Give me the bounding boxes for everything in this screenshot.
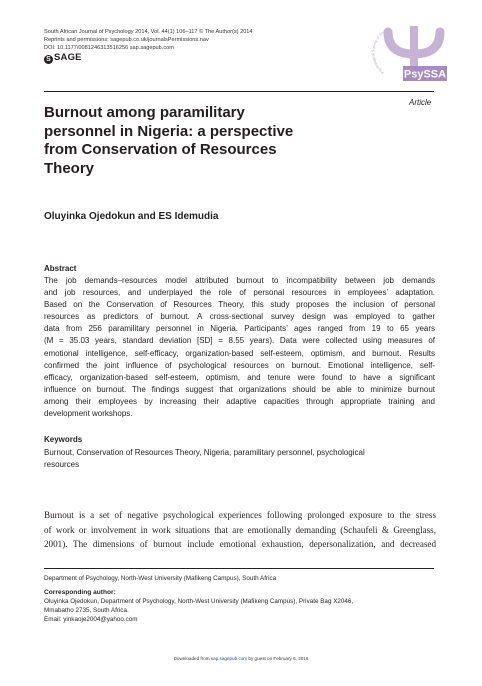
download-prefix: Downloaded from: [173, 656, 211, 661]
abstract-line: resources as predictors of burnout. A cross-sectional survey design was employed to gather: [44, 312, 435, 322]
article-title: [44, 104, 404, 178]
affiliation: Department of Psychology, North-West University (Mafikeng Campus), South Africa: [44, 575, 277, 582]
author-list: Oluyinka Ojedokun and ES Idemudia: [44, 211, 219, 222]
doi-info: DOI: 10.1177/0081246313516256 sap.sagepub.com: [44, 45, 174, 51]
abstract-heading: Abstract: [44, 264, 77, 273]
body-line: Burnout is a set of negative psychological experiences following prolonged exposure to the stress: [44, 510, 436, 520]
abstract-line: emotional intelligence, self-efficacy, organization-based self-esteem, optimism, and burnout. Results: [44, 348, 435, 358]
keywords-heading: Keywords: [44, 435, 83, 444]
keywords-list: [44, 447, 435, 471]
abstract-line: development workshops.: [44, 409, 133, 419]
title-line: Theory: [44, 159, 95, 177]
keywords-line: Burnout, Conservation of Resources Theory, Nigeria, paramilitary personnel, psychological: [44, 448, 365, 457]
abstract-line: among their employees by increasing their adaptive capacities through appropriate training and: [44, 396, 435, 406]
abstract-line: Based on the Conservation of Resources Theory, this study proposes the inclusion of personal: [44, 300, 435, 310]
abstract-body: [44, 275, 435, 420]
body-paragraph: [44, 508, 436, 552]
article-type: Article: [409, 98, 432, 107]
body-line: 2001). The dimensions of burnout include emotional exhaustion, depersonalization, and decreased: [44, 539, 436, 550]
title-line: from Conservation of Resources: [44, 141, 277, 158]
corresponding-heading: Corresponding author:: [44, 589, 116, 596]
logo-arc-text: Psychological Society of Sout: [371, 29, 387, 75]
svg-text:Psychological Society of South: [366, 20, 387, 74]
publisher-logo: [44, 52, 82, 64]
psyssa-logo: [366, 20, 448, 88]
title-line: Burnout among paramilitary: [44, 104, 245, 121]
abstract-line: data from 256 paramilitary personnel in Nigeria. Participants’ ages ranged from 19 to 65 years: [44, 324, 435, 334]
download-notice: [0, 656, 482, 661]
title-line: personnel in Nigeria: a perspective: [44, 122, 294, 140]
publisher-name: SAGE: [54, 52, 82, 63]
corresponding-address: Oluyinka Ojedokun, Department of Psychology, North-West University (Mafikeng Campus), Private Bag X2046,: [44, 598, 354, 605]
logo-name: PsySSA: [403, 68, 447, 81]
abstract-line: efficacy, organization-based self-esteem, optimism, and tenure were found to have a significant: [44, 372, 435, 382]
corresponding-address: Mmabatho 2735, South Africa.: [44, 607, 129, 614]
body-line: of work or involvement in work situations that are emotionally demanding (Schaufeli & Greenglass,: [44, 524, 436, 535]
abstract-line: confirmed the joint influence of psychological resources on burnout. Emotional intelligence, self-: [44, 360, 435, 370]
abstract-line: influence on burnout. The findings suggest that organizations should be able to minimize burnout: [44, 384, 435, 394]
abstract-line: The job demands–resources model attributed burnout to incompatibility between job demands: [44, 276, 435, 285]
footnote-rule: [44, 568, 434, 569]
reprints-info: Reprints and permissions: sagepub.co.uk/journalsPermissions.nav: [44, 37, 209, 43]
journal-citation: South African Journal of Psychology 2014, Vol. 44(1) 106–117 © The Author(s) 2014: [44, 29, 253, 35]
abstract-line: and job resources, and underplayed the role of personal resources in employees’ adaptation.: [44, 288, 435, 298]
corresponding-email[interactable]: Email: yinkaoje2004@yahoo.com: [44, 616, 138, 623]
abstract-line: (M = 35.03 years, standard deviation [SD] = 8.55 years). Data were collected using measures of: [44, 336, 435, 346]
download-suffix: by guest on February 6, 2016: [247, 656, 309, 661]
psy-symbol-icon: [366, 20, 448, 88]
keywords-line: resources: [44, 460, 80, 469]
header-rule: [44, 91, 434, 92]
download-link[interactable]: sap.sagepub.com: [210, 656, 248, 661]
publisher-mark: S: [44, 55, 53, 64]
